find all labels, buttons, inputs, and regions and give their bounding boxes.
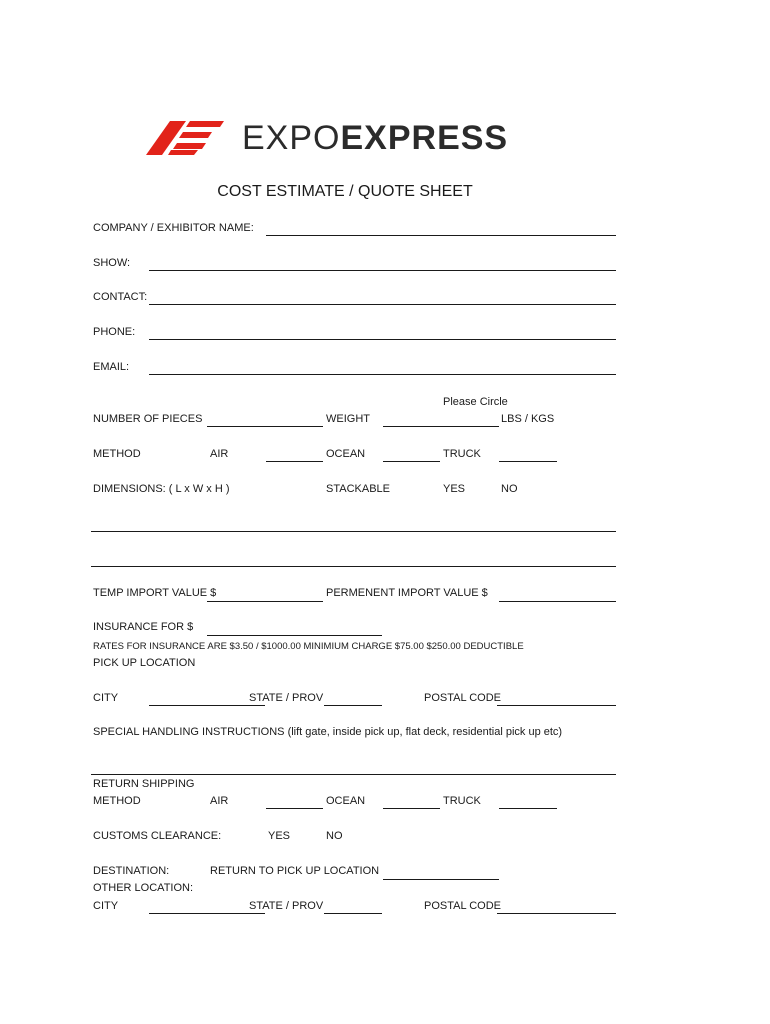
- weight-label: WEIGHT: [326, 413, 370, 425]
- return-ocean-field[interactable]: [383, 808, 440, 809]
- expoexpress-logo-icon: [146, 121, 226, 157]
- phone-field[interactable]: [149, 339, 616, 340]
- email-label: EMAIL:: [93, 361, 130, 373]
- special-handling-label: SPECIAL HANDLING INSTRUCTIONS (lift gate, inside pick up, flat deck, residential pick up etc): [93, 726, 563, 738]
- insurance-rates-note: RATES FOR INSURANCE ARE $3.50 / $1000.00 MINIMIUM CHARGE $75.00 $250.00 DEDUCTIBLE: [93, 641, 524, 652]
- return-postal-label: POSTAL CODE: [424, 900, 502, 912]
- return-state-label: STATE / PROV: [249, 900, 324, 912]
- insurance-label: INSURANCE FOR $: [93, 621, 194, 633]
- return-air-label: AIR: [210, 795, 229, 807]
- please-circle-note: Please Circle: [443, 396, 508, 408]
- return-to-pickup-label: RETURN TO PICK UP LOCATION: [210, 865, 380, 877]
- lbs-kgs-option[interactable]: LBS / KGS: [501, 413, 555, 425]
- company-label: COMPANY / EXHIBITOR NAME:: [93, 222, 254, 234]
- brand-name-light: EXPO: [242, 119, 341, 157]
- pickup-postal-field[interactable]: [497, 705, 616, 706]
- email-field[interactable]: [149, 374, 616, 375]
- pickup-heading: PICK UP LOCATION: [93, 657, 196, 669]
- company-field[interactable]: [266, 235, 616, 236]
- perm-import-label: PERMENENT IMPORT VALUE $: [326, 587, 488, 599]
- temp-import-label: TEMP IMPORT VALUE $: [93, 587, 217, 599]
- stackable-yes-option[interactable]: YES: [443, 483, 466, 495]
- method-truck-label: TRUCK: [443, 448, 481, 460]
- special-handling-field[interactable]: [91, 774, 616, 775]
- return-truck-field[interactable]: [499, 808, 557, 809]
- show-label: SHOW:: [93, 257, 131, 269]
- pieces-label: NUMBER OF PIECES: [93, 413, 203, 425]
- contact-label: CONTACT:: [93, 291, 148, 303]
- insurance-field[interactable]: [207, 635, 382, 636]
- method-label: METHOD: [93, 448, 141, 460]
- stackable-label: STACKABLE: [326, 483, 390, 495]
- destination-label: DESTINATION:: [93, 865, 170, 877]
- dimensions-label: DIMENSIONS: ( L x W x H ): [93, 483, 230, 495]
- perm-import-field[interactable]: [499, 601, 616, 602]
- pickup-city-field[interactable]: [149, 705, 265, 706]
- pickup-postal-label: POSTAL CODE: [424, 692, 502, 704]
- weight-field[interactable]: [383, 426, 499, 427]
- phone-label: PHONE:: [93, 326, 136, 338]
- return-city-label: CITY: [93, 900, 119, 912]
- return-city-field[interactable]: [149, 913, 265, 914]
- return-truck-label: TRUCK: [443, 795, 481, 807]
- pickup-state-label: STATE / PROV: [249, 692, 324, 704]
- stackable-no-option[interactable]: NO: [501, 483, 518, 495]
- pickup-state-field[interactable]: [324, 705, 382, 706]
- dimensions-line-2[interactable]: [91, 566, 616, 567]
- pickup-city-label: CITY: [93, 692, 119, 704]
- method-ocean-field[interactable]: [383, 461, 440, 462]
- other-location-label: OTHER LOCATION:: [93, 882, 194, 894]
- customs-label: CUSTOMS CLEARANCE:: [93, 830, 222, 842]
- return-heading: RETURN SHIPPING: [93, 778, 195, 790]
- method-truck-field[interactable]: [499, 461, 557, 462]
- method-air-label: AIR: [210, 448, 229, 460]
- temp-import-field[interactable]: [207, 601, 323, 602]
- customs-yes-option[interactable]: YES: [268, 830, 291, 842]
- pieces-field[interactable]: [207, 426, 323, 427]
- customs-no-option[interactable]: NO: [326, 830, 343, 842]
- return-method-label: METHOD: [93, 795, 141, 807]
- dimensions-line-1[interactable]: [91, 531, 616, 532]
- page-title: COST ESTIMATE / QUOTE SHEET: [217, 183, 473, 200]
- brand-name-bold: EXPRESS: [340, 119, 509, 157]
- method-air-field[interactable]: [266, 461, 323, 462]
- show-field[interactable]: [149, 270, 616, 271]
- return-postal-field[interactable]: [497, 913, 616, 914]
- brand-wordmark: [242, 118, 508, 158]
- return-to-pickup-field[interactable]: [383, 879, 499, 880]
- return-state-field[interactable]: [324, 913, 382, 914]
- return-air-field[interactable]: [266, 808, 323, 809]
- method-ocean-label: OCEAN: [326, 448, 366, 460]
- return-ocean-label: OCEAN: [326, 795, 366, 807]
- contact-field[interactable]: [149, 304, 616, 305]
